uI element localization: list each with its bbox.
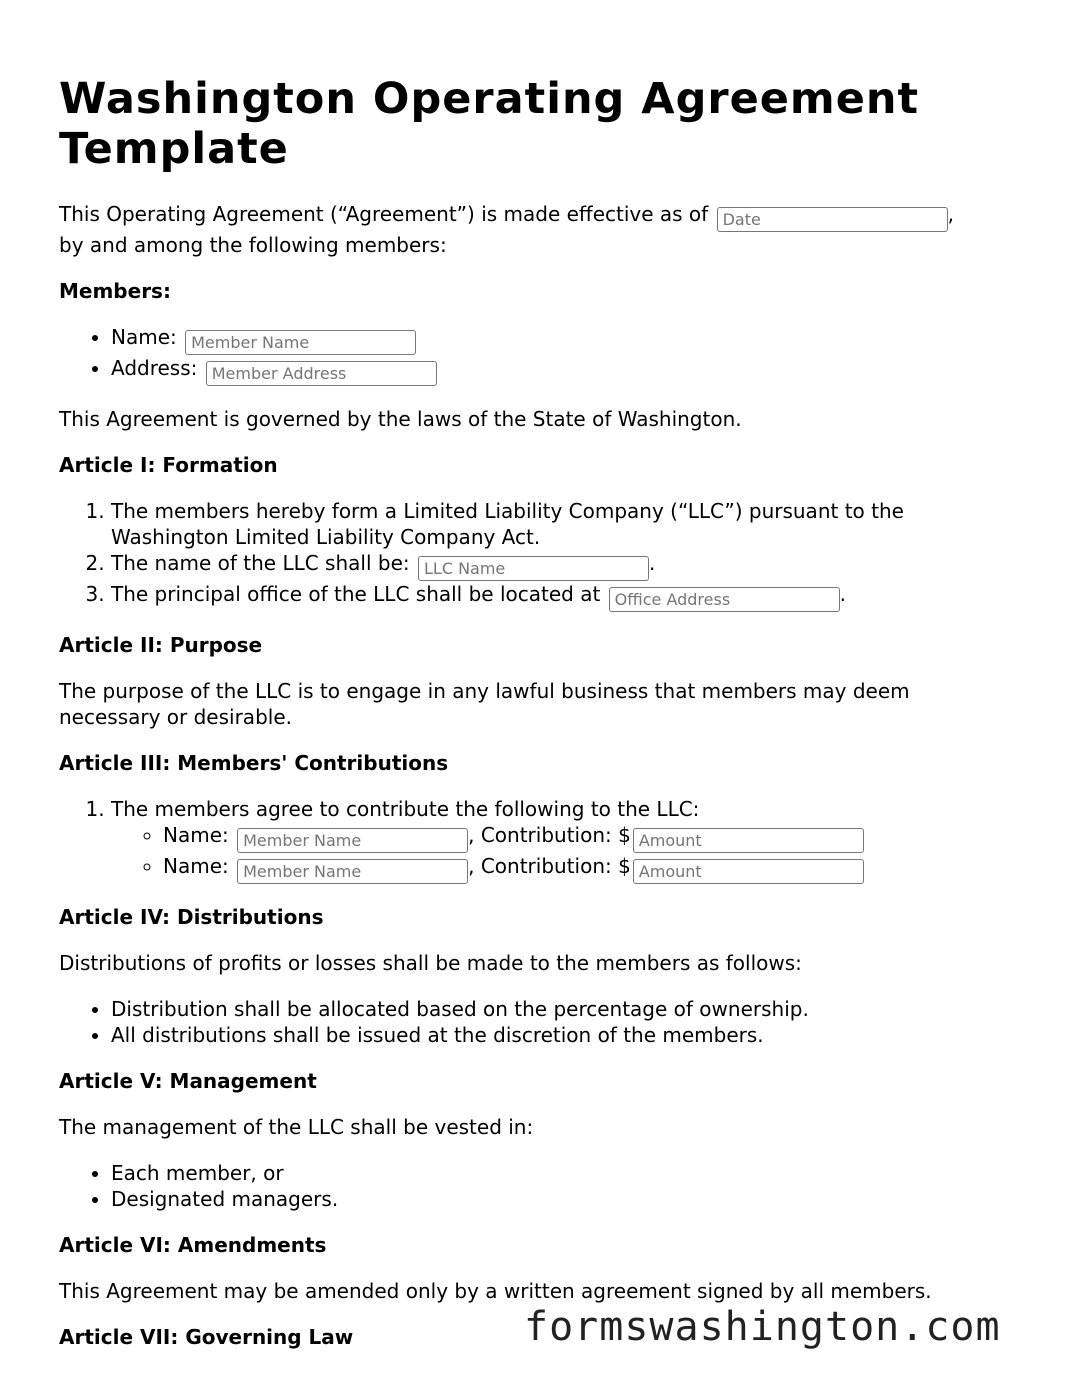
article4-text: Distributions of profits or losses shall be made to the members as follows: <box>59 951 802 975</box>
article7-heading: Article VII: Governing Law <box>59 1325 354 1349</box>
article2-heading: Article II: Purpose <box>59 633 263 657</box>
article4-list <box>59 996 1009 1048</box>
watermark: formswashington.com <box>524 1304 1001 1350</box>
office-address-period: . <box>839 582 847 606</box>
contribution-label-1: , Contribution: $ <box>468 823 631 847</box>
contribution-member-name-2[interactable] <box>237 859 468 884</box>
article1-list <box>59 498 1009 612</box>
article5-bullet-1: • Each member, or <box>111 1160 1009 1186</box>
article4-bullet-2: • All distributions shall be issued at the discretion of the members. <box>111 1022 1009 1048</box>
contribution-member-name-1[interactable] <box>237 828 468 853</box>
date-input[interactable] <box>717 207 948 232</box>
page-title: Washington Operating Agreement Template <box>59 74 920 174</box>
article1-item2 <box>111 550 1009 581</box>
contribution-name-label-1: Name: <box>163 823 229 847</box>
office-address-label: The principal office of the LLC shall be located at <box>111 582 601 606</box>
article4-bullet-1: • Distribution shall be allocated based on the percentage of ownership. <box>111 996 1009 1022</box>
article2-text: The purpose of the LLC is to engage in any lawful business that members may deem necessary or desirable. <box>59 679 910 729</box>
member-address-input[interactable] <box>206 361 437 386</box>
members-heading: Members: <box>59 279 171 303</box>
article3-heading: Article III: Members' Contributions <box>59 751 449 775</box>
contribution-amount-2[interactable] <box>633 859 864 884</box>
article1-item3 <box>111 581 1009 612</box>
article6-text: This Agreement may be amended only by a written agreement signed by all members. <box>59 1279 932 1303</box>
member-name-item <box>111 324 1009 355</box>
intro-text: This Operating Agreement (“Agreement”) is made effective as of <box>59 202 709 226</box>
contribution-name-label-2: Name: <box>163 854 229 878</box>
article3-item1 <box>111 796 1009 884</box>
article5-list <box>59 1160 1009 1212</box>
article3-list <box>59 796 1009 884</box>
intro-paragraph <box>59 201 1009 258</box>
article1-item1: 1. The members hereby form a Limited Liability Company (“LLC”) pursuant to the Washington Limited Liability Company Act. <box>111 498 1009 550</box>
member-name-input[interactable] <box>185 330 416 355</box>
intro-line2: by and among the following members: <box>59 233 447 257</box>
member-address-item <box>111 355 1009 386</box>
article1-heading: Article I: Formation <box>59 453 278 477</box>
article4-heading: Article IV: Distributions <box>59 905 324 929</box>
llc-name-label: The name of the LLC shall be: <box>111 551 410 575</box>
article3-item1-text: The members agree to contribute the following to the LLC: <box>111 797 700 821</box>
contribution-item-1 <box>163 822 1009 853</box>
contribution-item-2 <box>163 853 1009 884</box>
contributions-list <box>111 822 1009 884</box>
article6-heading: Article VI: Amendments <box>59 1233 327 1257</box>
llc-name-period: . <box>648 551 656 575</box>
member-name-label: Name: <box>111 325 177 349</box>
member-address-label: Address: <box>111 356 198 380</box>
governed-text: This Agreement is governed by the laws of the State of Washington. <box>59 407 742 431</box>
article5-text: The management of the LLC shall be vested in: <box>59 1115 534 1139</box>
article5-heading: Article V: Management <box>59 1069 317 1093</box>
contribution-label-2: , Contribution: $ <box>468 854 631 878</box>
contribution-amount-1[interactable] <box>633 828 864 853</box>
document <box>59 74 1009 1370</box>
llc-name-input[interactable] <box>418 556 649 581</box>
intro-comma: , <box>947 202 954 226</box>
members-list <box>59 324 1009 386</box>
office-address-input[interactable] <box>609 587 840 612</box>
article5-bullet-2: • Designated managers. <box>111 1186 1009 1212</box>
